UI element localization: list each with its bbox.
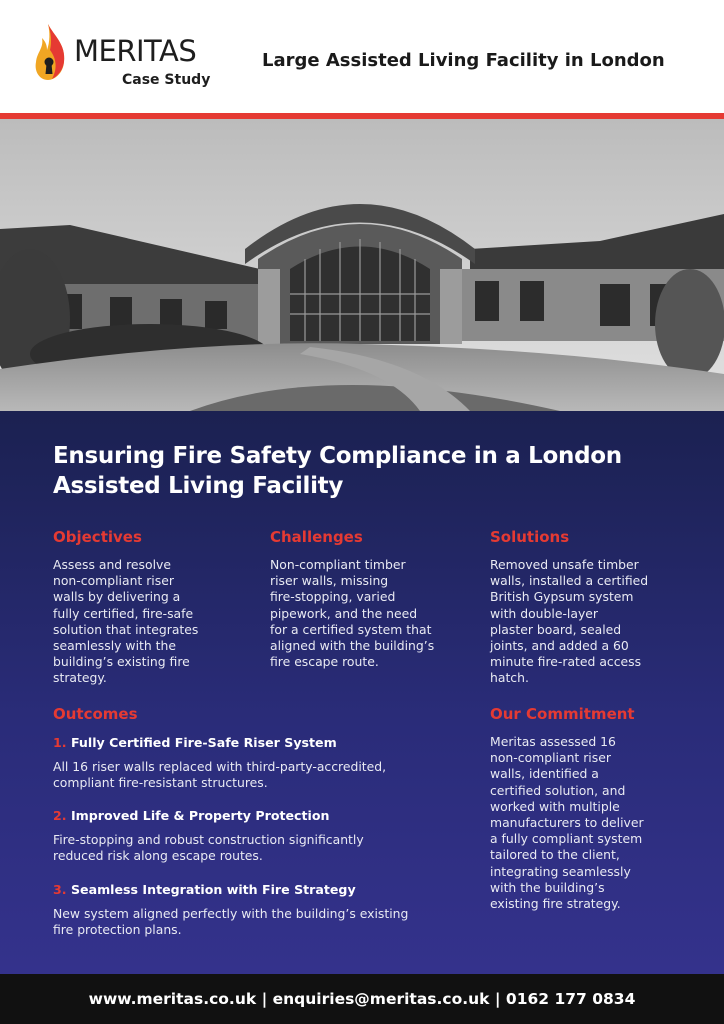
text-line: walls, identified a (490, 766, 599, 782)
outcomes-heading: Outcomes (53, 705, 138, 723)
outcome-number: 2. (53, 808, 67, 823)
text-line: manufacturers to deliver (490, 815, 644, 831)
text-line: walls, installed a certified (490, 573, 649, 589)
text-line: seamlessly with the (53, 638, 176, 654)
text-line: plaster board, sealed (490, 621, 622, 637)
solutions-text (490, 557, 690, 687)
text-line: existing fire strategy. (490, 896, 621, 912)
content-panel (0, 411, 724, 974)
text-line: a fully compliant system (490, 831, 643, 847)
text-line: Assess and resolve (53, 557, 171, 572)
text-line: for a certified system that (270, 621, 432, 637)
outcome-title-text: Fully Certified Fire-Safe Riser System (70, 735, 337, 750)
challenges-heading: Challenges (270, 528, 363, 546)
page-title: Large Assisted Living Facility in London (262, 50, 665, 71)
outcome-title (53, 882, 356, 897)
outcome-title (53, 808, 329, 823)
text-line: compliant fire-resistant structures. (53, 775, 268, 791)
text-line: New system aligned perfectly with the building’s existing (53, 906, 409, 921)
text-line: Meritas assessed 16 (490, 734, 616, 749)
outcome-number: 3. (53, 882, 67, 897)
outcome-text (53, 759, 433, 791)
text-line: strategy. (53, 670, 107, 686)
challenges-text (270, 557, 480, 670)
text-line: fire protection plans. (53, 922, 182, 938)
text-line: Non-compliant timber (270, 557, 406, 572)
commitment-text (490, 734, 690, 912)
text-line: All 16 riser walls replaced with third-party-accredited, (53, 759, 387, 774)
outcome-text (53, 832, 433, 864)
text-line: fire escape route. (270, 654, 379, 670)
text-line: tailored to the client, (490, 847, 620, 863)
text-line: non-compliant riser (53, 573, 174, 589)
text-line: solution that integrates (53, 621, 199, 637)
logo-subtitle: Case Study (122, 72, 211, 88)
text-line: with the building’s (490, 879, 605, 895)
text-line: non-compliant riser (490, 750, 611, 766)
objectives-heading: Objectives (53, 528, 142, 546)
text-line: certified solution, and (490, 782, 626, 798)
contact-details[interactable]: www.meritas.co.uk | enquiries@meritas.co.uk | 0162 177 0834 (88, 990, 636, 1008)
text-line: reduced risk along escape routes. (53, 848, 263, 864)
outcome-number: 1. (53, 735, 67, 750)
commitment-heading: Our Commitment (490, 705, 635, 723)
text-line: joints, and added a 60 (490, 638, 629, 654)
text-line: building’s existing fire (53, 654, 190, 670)
headline-line: Ensuring Fire Safety Compliance in a London (53, 443, 622, 469)
solutions-heading: Solutions (490, 528, 570, 546)
flame-keyhole-icon (34, 22, 68, 82)
text-line: British Gypsum system (490, 589, 634, 605)
text-line: worked with multiple (490, 798, 620, 814)
outcome-title (53, 735, 337, 750)
text-line: Removed unsafe timber (490, 557, 639, 572)
outcome-text (53, 906, 443, 938)
main-headline (53, 441, 673, 501)
text-line: fully certified, fire-safe (53, 605, 194, 621)
meritas-logo[interactable] (34, 22, 224, 92)
footer (0, 974, 724, 1024)
outcome-title-text: Improved Life & Property Protection (70, 808, 330, 823)
text-line: with double-layer (490, 605, 599, 621)
outcome-title-text: Seamless Integration with Fire Strategy (70, 882, 356, 897)
text-line: fire-stopping, varied (270, 589, 396, 605)
text-line: integrating seamlessly (490, 863, 631, 879)
text-line: Fire-stopping and robust construction significantly (53, 832, 364, 847)
text-line: minute fire-rated access (490, 654, 642, 670)
header (0, 0, 724, 113)
text-line: aligned with the building’s (270, 638, 435, 654)
text-line: pipework, and the need (270, 605, 418, 621)
building-photo (0, 119, 724, 411)
headline-line: Assisted Living Facility (53, 473, 344, 499)
text-line: riser walls, missing (270, 573, 389, 589)
text-line: walls by delivering a (53, 589, 181, 605)
text-line: hatch. (490, 670, 529, 686)
logo-wordmark: MERITAS (74, 34, 197, 68)
objectives-text (53, 557, 253, 687)
